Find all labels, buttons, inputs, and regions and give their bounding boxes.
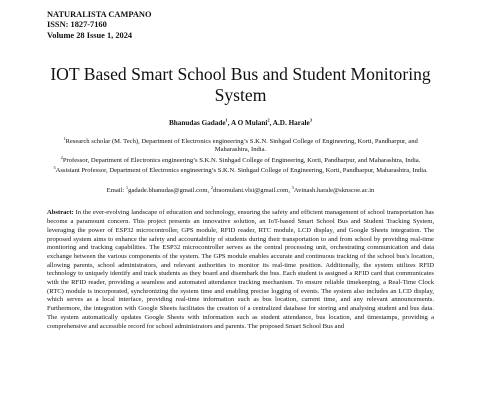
affiliation: $^1$Research scholar (M. Tech), Department of Electronics engineering’s S.K.N. Sinhgad College of Engineering, Korti, Pandharpur, and Maharashtra, India. bbox=[63, 135, 418, 154]
author-sup: 3 bbox=[309, 117, 312, 123]
journal-issn: ISSN: 1827-7160 bbox=[47, 20, 107, 30]
abstract-text: In the ever-evolving landscape of education and technology, ensuring the safety and efficient management of school transportation has become a paramount concern. This project presents an innovative solution, an IoT-based Smart School Bus and Student Tracking System, leveraging the power of ESP32 microcontroller, GPS module, RFID reader, RTC module, LCD display, and Google Sheets integration. The proposed system aims to enhance the safety and accountability of students during their transportation to and from school by providing real-time monitoring and tracking capabilities. The ESP32 microcontroller serves as the central processing unit, orchestrating communication and data exchange between the various components of the system. The GPS module enables accurate and continuous tracking of the school bus's location, allowing parents, school administrators, and relevant authorities to monitor its real-time position. Additionally, the system utilizes RFID technology to uniquely identify and track students as they board and disembark the bus. Each student is assigned a RFID card that communicates with the RFID reader, providing a seamless and automated attendance tracking mechanism. To ensure reliable timekeeping, a Real-Time Clock (RTC) module is incorporated, synchronizing the system time and enabling precise logging of events. The system also includes an LCD display, which serves as a local interface, providing real-time information such as bus location, current time, and any relevant announcements. Furthermore, the integration with Google Sheets facilitates the creation of a centralized database for storing and analysing student and bus data. The system automatically updates Google Sheets with information such as student attendance, bus location, and timestamps, providing a comprehensive and accessible record for school administrators and parents. The proposed Smart School Bus and bbox=[47, 209, 434, 330]
author-name: A O Mulani bbox=[230, 118, 268, 127]
affiliations bbox=[47, 135, 434, 176]
author-name: A.D. Harale bbox=[272, 118, 310, 127]
email-label: Email: bbox=[106, 186, 126, 194]
email-link[interactable]: gadade.bhanudas@gmail.com bbox=[128, 186, 208, 194]
paper-title: IOT Based Smart School Bus and Student Monitoring System bbox=[50, 63, 431, 106]
journal-name: NATURALISTA CAMPANO bbox=[47, 10, 152, 19]
journal-volume: Volume 28 Issue 1, 2024 bbox=[47, 30, 133, 40]
abstract-label: Abstract: bbox=[47, 209, 74, 217]
author-sup: 1 bbox=[225, 117, 228, 123]
author-name: Bhanudas Gadade bbox=[169, 118, 226, 127]
author-list: Bhanudas Gadade$^1$, A O Mulani$^2$, A.D. Harale$^3$ bbox=[169, 117, 312, 127]
author-sup: 2 bbox=[267, 117, 270, 123]
email-link[interactable]: Avinash.harale@sknscoe.ac.in bbox=[293, 186, 375, 194]
email-link[interactable]: draomulani.vlsi@gmail.com bbox=[213, 186, 289, 194]
abstract bbox=[47, 209, 434, 331]
journal-header bbox=[47, 10, 434, 41]
affiliation: $^3$Assistant Professor, Department of Electronics engineering’s S.K.N. Sinhgad College of Engineering, Korti, Pandharpur, Maharashtra, India. bbox=[53, 165, 428, 175]
email-line: Email: $^1$gadade.bhanudas@gmail.com, $^2$draomulani.vlsi@gmail.com, $^3$Avinash.harale@sknscoe.ac.in bbox=[106, 184, 375, 194]
affiliation: $^2$Professor, Department of Electronics engineering’s S.K.N. Sinhgad College of Engineering, Korti, Pandharpur, and Maharashtra, India. bbox=[60, 154, 421, 164]
